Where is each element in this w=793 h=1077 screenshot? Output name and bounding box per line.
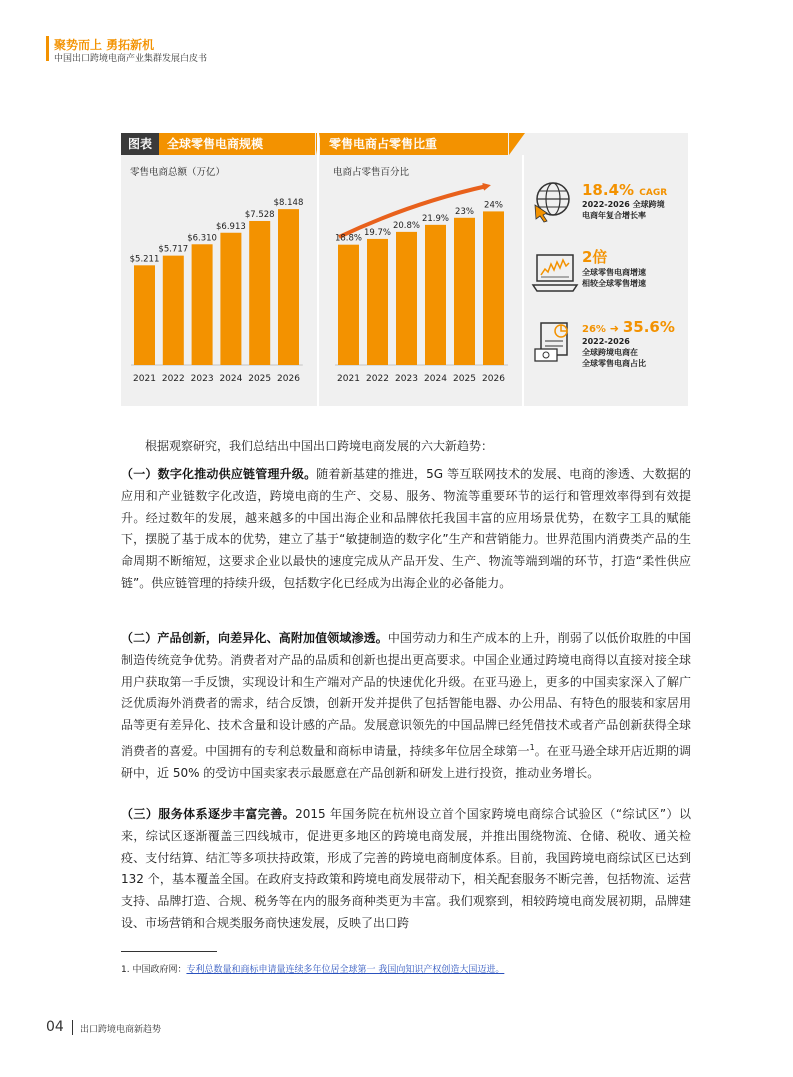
right-chart-category-label: 2021 — [337, 374, 360, 384]
footnote — [121, 962, 504, 975]
left-chart-bar — [134, 265, 155, 365]
left-chart-category-label: 2021 — [133, 374, 156, 384]
footnote-ref[interactable]: 1 — [529, 742, 535, 752]
stat-share-desc-3: 全球零售电商占比 — [582, 359, 646, 368]
header-subtitle: 中国出口跨境电商产业集群发展白皮书 — [54, 54, 208, 64]
right-chart-bar — [396, 232, 417, 365]
left-chart-bar — [192, 244, 213, 365]
paragraph-3-text: 2015 年国务院在杭州设立首个国家跨境电商综合试验区（“综试区”）以来，综试区逐渐覆盖三四线城市，促进更多地区的跨境电商发展，并推出围绕物流、仓储、税收、通关检疫、支付结算、结汇等多项扶持政策，形成了完善的跨境电商制度体系。目前，我国跨境电商综试区已达到 132 个，基本覆盖全国。在政府支持政策和跨境电商发展带动下，相关配套服务不断完善，包括物流、运营支持、品牌打造、合规、税务等在内的服务商种类更为丰富。我们观察到，相较跨境电商发展初期，品牌建设、市场营销和合规类服务商快速发展，反映了出口跨 — [121, 807, 691, 930]
right-chart-category-label: 2023 — [395, 374, 418, 384]
globe-cursor-icon — [531, 179, 579, 223]
right-chart-bar — [483, 211, 504, 365]
footnote-link[interactable]: 专利总数量和商标申请量连续多年位居全球第一 我国向知识产权创造大国迈进。 — [186, 965, 505, 975]
header-accent-bar — [46, 36, 49, 61]
figure-panel — [121, 133, 688, 406]
right-chart-bar — [425, 225, 446, 365]
paragraph-1-text: 随着新基建的推进，5G 等互联网技术的发展、电商的渗透、大数据的应用和产业链数字化改造，跨境电商的生产、交易、服务、物流等重要环节的运行和管理效率得到有效提升。经过数年的发展，越来越多的中国出海企业和品牌依托我国丰富的应用场景优势，在数字工具的赋能下，摆脱了基于成本的优势，建立了基于“敏捷制造的数字化”生产和营销能力。世界范围内消费类产品的生命周期不断缩短，这要求企业以最快的速度完成从产品开发、生产、物流等端到端的环节，打造“柔性供应链”。供应链管理的持续升级，包括数字化已经成为出海企业的必备能力。 — [121, 467, 691, 590]
paragraph-2 — [121, 628, 691, 785]
left-chart-category-label: 2023 — [190, 374, 214, 384]
right-chart-category-label: 2025 — [453, 374, 476, 384]
left-chart-category-label: 2024 — [219, 374, 243, 384]
left-chart-title: 全球零售电商规模 — [167, 137, 264, 151]
finance-report-icon — [531, 319, 579, 363]
stat-growth-desc-1: 全球零售电商增速 — [582, 268, 646, 277]
left-chart-subtitle: 零售电商总额（万亿） — [130, 167, 226, 178]
stat-cagr-desc-2: 电商年复合增长率 — [582, 211, 646, 220]
paragraph-1 — [121, 464, 691, 595]
stat-growth — [582, 246, 646, 289]
right-chart-data-label: 18.8% — [334, 233, 363, 244]
stat-share-desc-2: 全球跨境电商在 — [582, 348, 638, 357]
stat-growth-value: 2倍 — [582, 248, 608, 266]
figure-tag: 图表 — [121, 133, 159, 155]
right-chart-bar — [367, 239, 388, 365]
stat-cagr-value: 18.4% — [582, 181, 635, 199]
stat-cagr-unit: CAGR — [639, 188, 668, 198]
left-chart-category-label: 2022 — [161, 374, 185, 384]
footer-section-title: 出口跨境电商新趋势 — [80, 1025, 162, 1035]
right-chart-category-label: 2024 — [424, 374, 447, 384]
laptop-chart-icon — [531, 251, 579, 295]
left-chart-data-label: $7.528 — [244, 209, 275, 220]
footnote-prefix: 1. 中国政府网： — [121, 965, 187, 975]
stat-growth-desc-2: 相较全球零售增速 — [582, 279, 646, 288]
left-chart-category-label: 2025 — [248, 374, 272, 384]
footnote-divider — [121, 951, 217, 952]
stat-share — [582, 318, 675, 369]
paragraph-3-heading: （三）服务体系逐步丰富完善。 — [121, 807, 296, 821]
paragraph-2-heading: （二）产品创新，向差异化、高附加值领域渗透。 — [121, 631, 388, 645]
right-chart-data-label: 19.7% — [363, 227, 392, 238]
intro-paragraph: 根据观察研究，我们总结出中国出口跨境电商发展的六大新趋势： — [145, 439, 494, 453]
left-chart-data-label: $5.717 — [158, 244, 189, 255]
arrow-right-icon: ➜ — [605, 322, 623, 335]
header-title: 聚势而上 勇拓新机 — [54, 38, 155, 52]
right-chart-data-label: 24% — [484, 200, 503, 211]
paragraph-2-text-a: 中国劳动力和生产成本的上升，削弱了以低价取胜的中国制造传统竞争优势。消费者对产品的品质和创新也提出更高要求。中国企业通过跨境电商得以直接对接全球用户获取第一手反馈，实现设计和生产端对产品的快速优化升级。在亚马逊上，更多的中国卖家深入了解广泛优质海外消费者的需求，结合反馈，创新开发并提供了包括智能电器、办公用品、有特色的服装和家居用品等更有差异化、技术含量和设计感的产品。发展意识领先的中国品牌已经凭借技术或者产品创新获得全球消费者的喜爱。中国拥有的专利总数量和商标申请量，持续多年位居全球第一 — [121, 631, 691, 758]
page-number: 04 — [46, 1019, 64, 1035]
right-chart-subtitle: 电商占零售百分比 — [333, 167, 410, 178]
left-chart-bar — [249, 221, 270, 365]
right-chart-bar — [454, 218, 475, 365]
right-chart-bar — [338, 245, 359, 365]
left-chart-data-label: $6.913 — [216, 221, 246, 232]
left-chart-data-label: $8.148 — [273, 198, 304, 209]
stat-cagr-desc-1: 2022-2026 全球跨境 — [582, 200, 665, 209]
paragraph-3 — [121, 804, 691, 935]
left-chart-data-label: $6.310 — [187, 233, 217, 244]
paragraph-2-text-b: 。在亚马逊全球开店近期的调研中，近 50% 的受访中国卖家表示最愿意在产品创新和研发上进行投资，推动业务增长。 — [121, 743, 691, 780]
right-chart-category-label: 2026 — [482, 374, 505, 384]
right-chart-data-label: 23% — [455, 206, 474, 217]
left-chart-bar — [278, 209, 299, 365]
left-chart-bar — [163, 256, 184, 365]
stat-cagr — [582, 181, 667, 221]
stat-share-from: 26% — [582, 324, 606, 335]
stat-share-desc-1: 2022-2026 — [582, 337, 630, 346]
left-chart-category-label: 2026 — [277, 374, 300, 384]
paragraph-1-heading: （一）数字化推动供应链管理升级。 — [121, 467, 317, 481]
right-chart-category-label: 2022 — [366, 374, 389, 384]
right-chart-data-label: 20.8% — [392, 220, 421, 231]
stat-share-to: 35.6% — [622, 318, 675, 336]
left-chart-bar — [220, 233, 241, 365]
left-chart-data-label: $5.211 — [129, 254, 160, 265]
right-chart-data-label: 21.9% — [421, 213, 450, 224]
footer-divider — [72, 1020, 73, 1035]
right-chart-title: 零售电商占零售比重 — [329, 137, 438, 151]
